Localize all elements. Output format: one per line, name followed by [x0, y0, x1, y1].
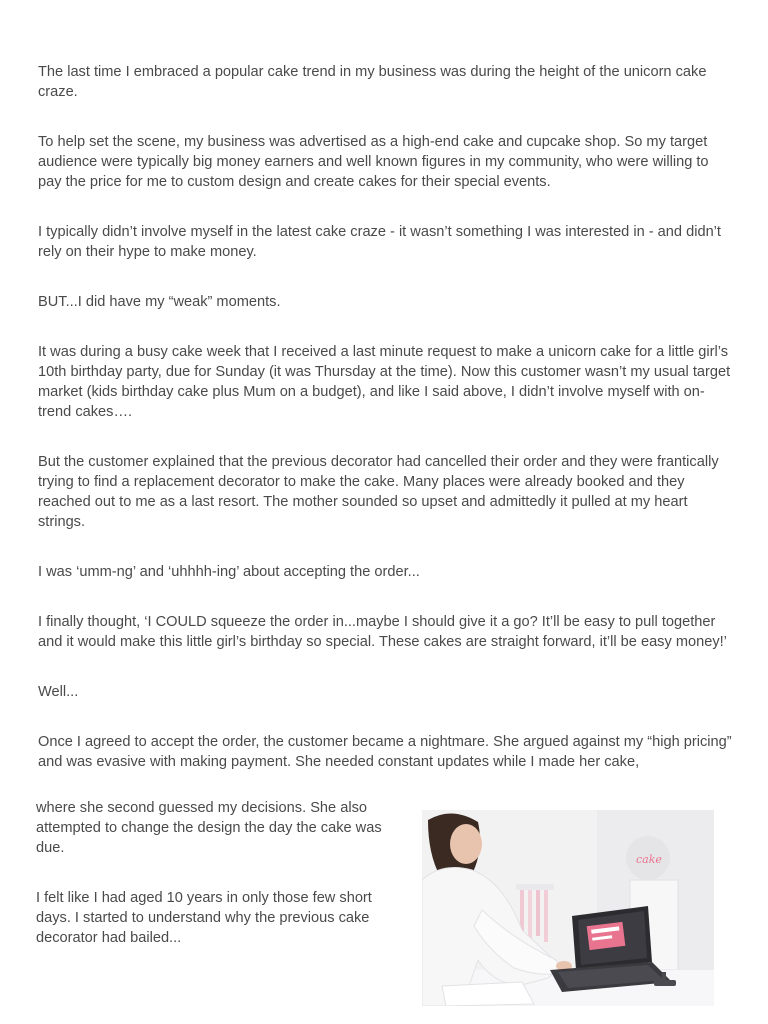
article-body: [38, 62, 732, 772]
paragraph: where she second guessed my decisions. She also attempted to change the design the day the cake was due.: [36, 800, 382, 856]
photo-illustration: [422, 810, 714, 1006]
paragraph: But the customer explained that the previous decorator had cancelled their order and they were frantically trying to find a replacement decorator to make the cake. Many places were already booked and they reached out to me as a last resort. The mother sounded so upset and admittedly it pulled at my heart strings.: [38, 454, 719, 530]
paragraph: I typically didn’t involve myself in the latest cake craze - it wasn’t something I was interested in - and didn’t rely on their hype to make money.: [38, 224, 721, 260]
paragraph: It was during a busy cake week that I received a last minute request to make a unicorn cake for a little girl’s 10th birthday party, due for Sunday (it was Thursday at the time). Now this customer wasn’t my usual target market (kids birthday cake plus Mum on a budget), and like I said above, I didn’t involve myself with on-trend cakes….: [38, 344, 731, 420]
svg-text:cake: cake: [636, 853, 662, 866]
article-body-wrapped: [36, 798, 408, 978]
paragraph: I felt like I had aged 10 years in only those few short days. I started to understand why the previous cake decorator had bailed...: [36, 890, 372, 946]
paragraph: I finally thought, ‘I COULD squeeze the order in...maybe I should give it a go? It’ll be easy to pull together and it would make this little girl’s birthday so special. These cakes are straight forward, it’ll be easy money!’: [38, 614, 727, 650]
paragraph: Once I agreed to accept the order, the customer became a nightmare. She argued against my “high pricing” and was evasive with making payment. She needed constant updates while I made her cake,: [38, 734, 732, 770]
paragraph: To help set the scene, my business was advertised as a high-end cake and cupcake shop. So my target audience were typically big money earners and well known figures in my community, who were willing to pay the price for me to custom design and create cakes for their special events.: [38, 134, 709, 190]
paragraph: Well...: [38, 684, 79, 700]
photo-woman-at-laptop: [422, 810, 714, 1006]
paragraph: I was ‘umm-ng’ and ‘uhhhh-ing’ about accepting the order...: [38, 564, 420, 580]
paragraph: The last time I embraced a popular cake trend in my business was during the height of the unicorn cake craze.: [38, 64, 707, 100]
paragraph: BUT...I did have my “weak” moments.: [38, 294, 281, 310]
